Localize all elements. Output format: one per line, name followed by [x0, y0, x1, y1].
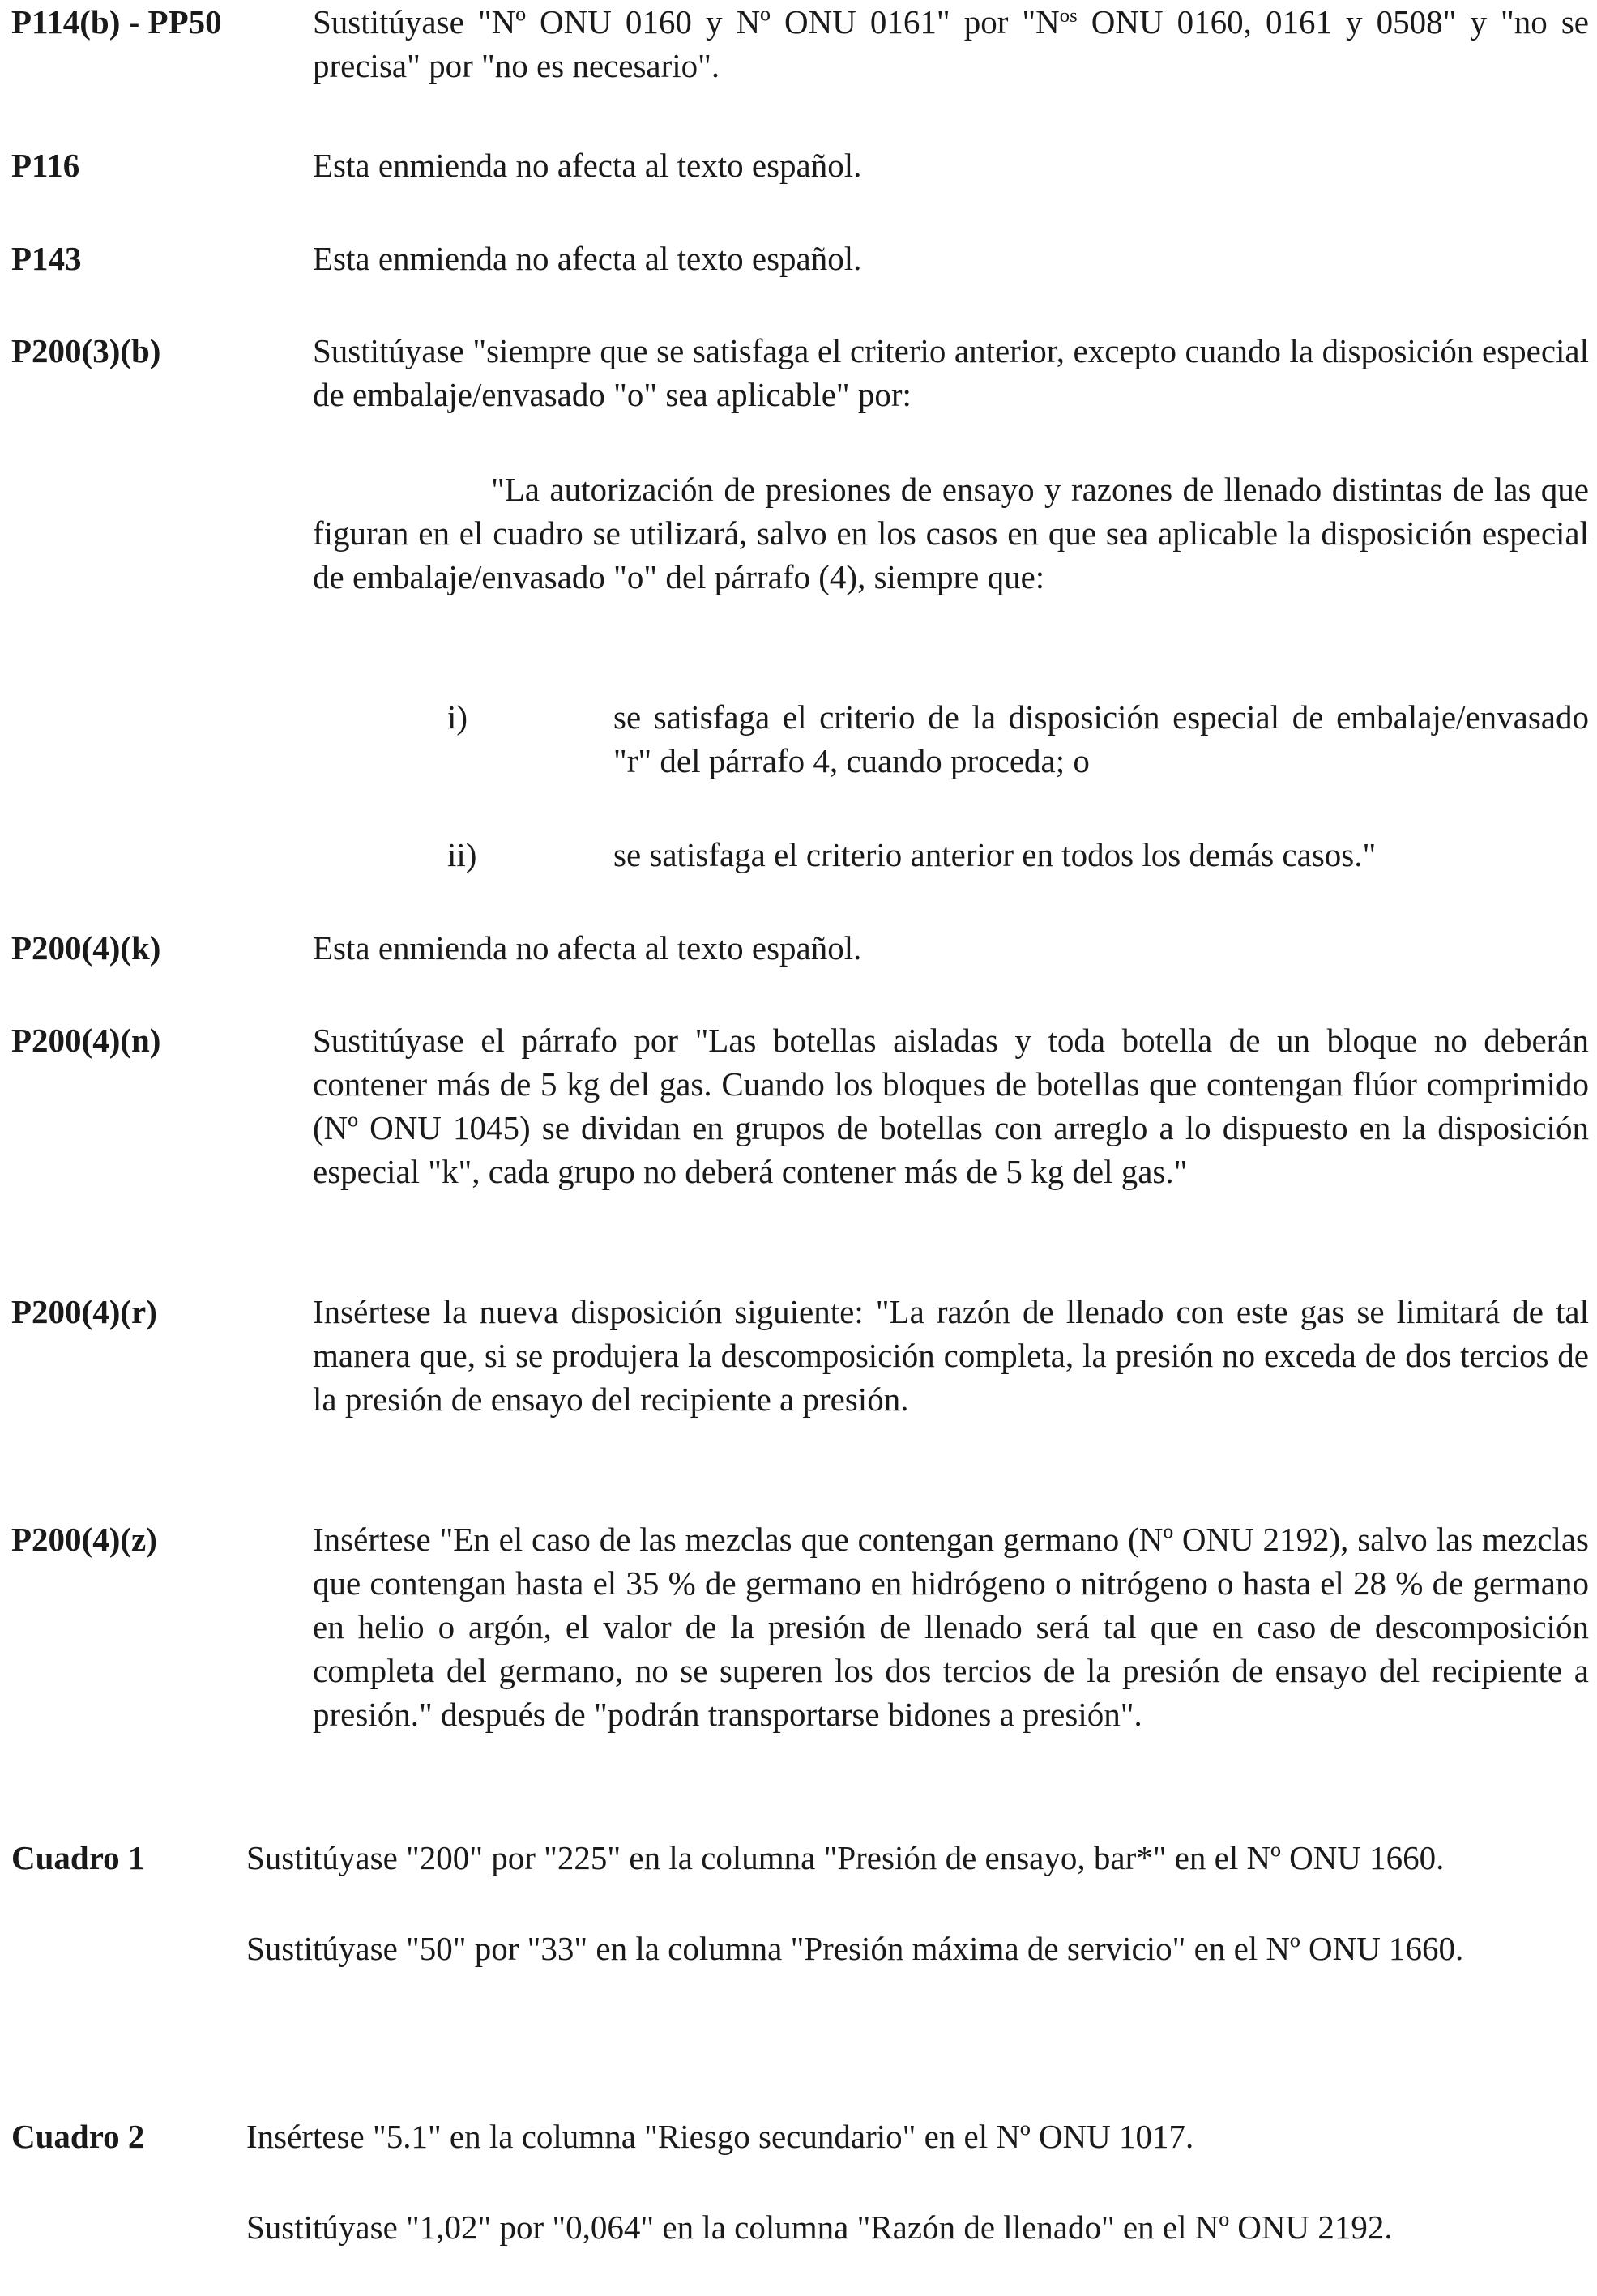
- entry-paragraph: Insértese "5.1" en la columna "Riesgo secundario" en el Nº ONU 1017.: [246, 2118, 1194, 2155]
- entry-text: [246, 1836, 1589, 2017]
- list-item-number: i): [447, 698, 468, 736]
- text-part: Sustitúyase "Nº ONU 0160 y Nº ONU 0161" por "N: [313, 3, 1060, 41]
- list-item-number: ii): [447, 836, 477, 873]
- quoted-replacement-text: "La autorización de presiones de ensayo y razones de llenado distintas de las que figuran en el cuadro se utilizará, salvo en los casos en que sea aplicable la disposición especial de embalaje/envasado "o" del párrafo (4), siempre que:: [313, 471, 1589, 595]
- entry-text: [246, 2115, 1589, 2296]
- entry-text: Esta enmienda no afecta al texto español.: [313, 147, 862, 184]
- entry-text: Sustitúyase "siempre que se satisfaga el criterio anterior, excepto cuando la disposición especial de embalaje/envasado "o" sea aplicable" por:: [313, 332, 1589, 413]
- entry-text: Sustitúyase el párrafo por "Las botellas aisladas y toda botella de un bloque no deberán contener más de 5 kg del gas. Cuando los bloques de botellas que contengan flúor comprimido (Nº ONU 1045) se dividan en grupos de botellas con arreglo a lo dispuesto en la disposición especial "k", cada grupo no deberá contener más de 5 kg del gas.": [313, 1022, 1589, 1190]
- entry-label: Cuadro 2: [11, 2118, 145, 2155]
- entry-paragraph: Sustitúyase "50" por "33" en la columna "Presión máxima de servicio" en el Nº ONU 1660.: [246, 1930, 1464, 1967]
- list-item-text: se satisfaga el criterio anterior en todos los demás casos.": [613, 836, 1377, 873]
- entry-text: [313, 0, 1589, 87]
- superscript: os: [1059, 5, 1078, 28]
- entry-label: P114(b) - PP50: [11, 3, 222, 41]
- entry-text: Insértese "En el caso de las mezclas que contengan germano (Nº ONU 2192), salvo las mezclas que contengan hasta el 35 % de germano en hidrógeno o nitrógeno o hasta el 28 % de germano en helio o argón, el valor de la presión de llenado será tal que en caso de descomposición completa del germano, no se superen los dos tercios de la presión de ensayo del recipiente a presión." después de "podrán transportarse bidones a presión".: [313, 1521, 1589, 1733]
- entry-text: Esta enmienda no afecta al texto español.: [313, 240, 862, 277]
- entry-label: P200(4)(z): [11, 1521, 157, 1558]
- entry-paragraph: Sustitúyase "1,02" por "0,064" en la columna "Razón de llenado" en el Nº ONU 2192.: [246, 2209, 1393, 2246]
- entry-paragraph: Sustitúyase "200" por "225" en la columna "Presión de ensayo, bar*" en el Nº ONU 1660.: [246, 1839, 1445, 1876]
- list-item-text: se satisfaga el criterio de la disposición especial de embalaje/envasado "r" del párrafo 4, cuando proceda; o: [613, 698, 1589, 779]
- entry-label: P143: [11, 240, 82, 277]
- text-part: ONU 0160, 0161 y 0508" y "no se precisa" por "no es necesario".: [313, 3, 1589, 84]
- entry-label: P200(4)(n): [11, 1022, 161, 1059]
- entry-label: P200(4)(r): [11, 1293, 157, 1330]
- entry-label: Cuadro 1: [11, 1839, 145, 1876]
- entry-label: P116: [11, 147, 80, 184]
- entry-label: P200(4)(k): [11, 929, 161, 967]
- entry-text: Insértese la nueva disposición siguiente: "La razón de llenado con este gas se limitará de tal manera que, si se produjera la descomposición completa, la presión no exceda de dos tercios de la presión de ensayo del recipiente a presión.: [313, 1293, 1589, 1418]
- entry-text: Esta enmienda no afecta al texto español.: [313, 929, 862, 967]
- entry-label: P200(3)(b): [11, 332, 161, 369]
